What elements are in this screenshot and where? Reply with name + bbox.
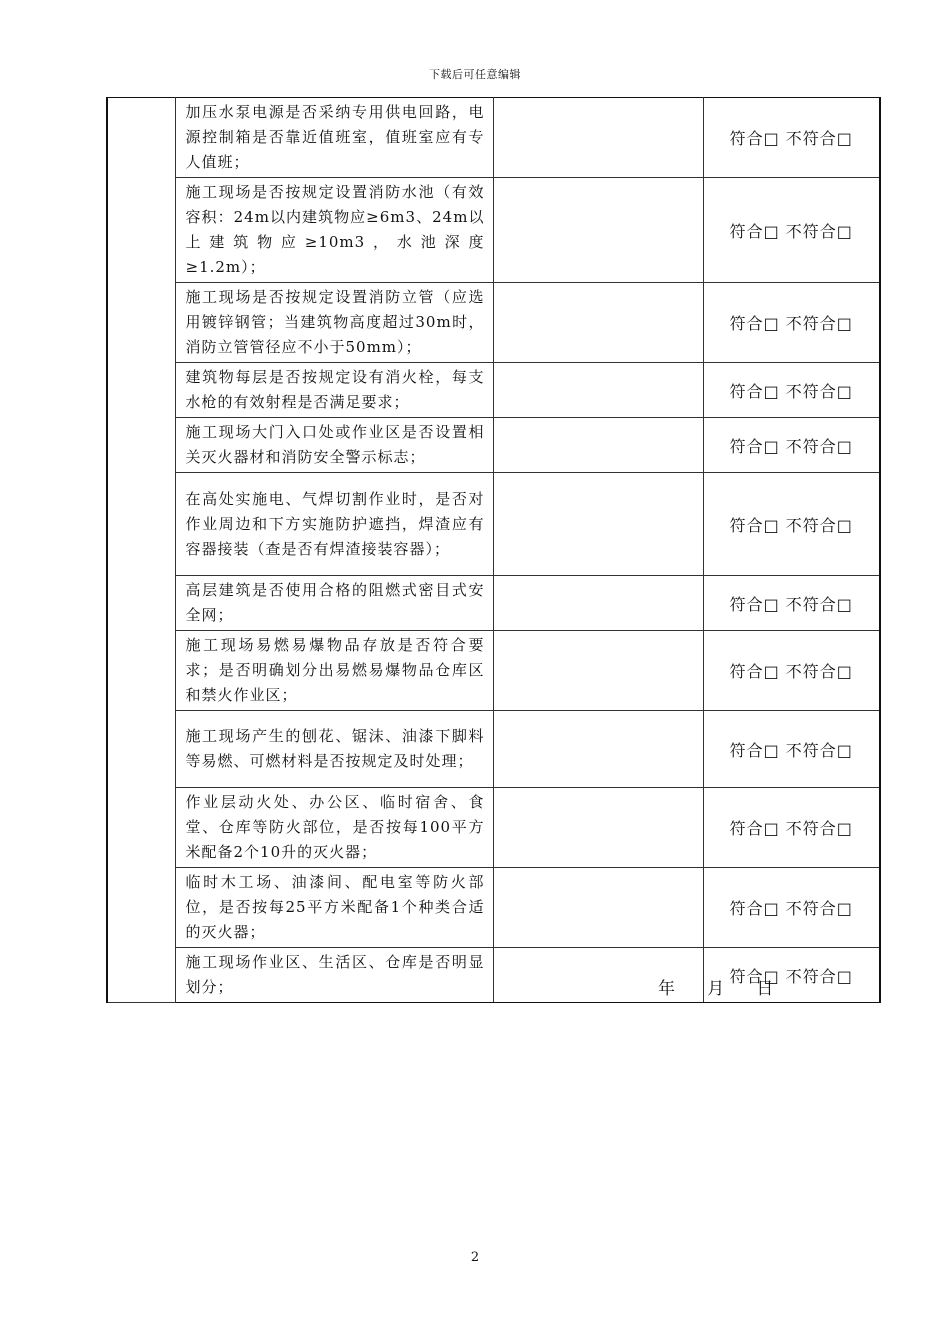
result-checkbox[interactable]: 符合□ 不符合□ <box>703 283 880 363</box>
table-row <box>107 283 880 363</box>
result-checkbox[interactable]: 符合□ 不符合□ <box>703 631 880 711</box>
check-item: 施工现场作业区、生活区、仓库是否明显划分； <box>175 948 493 1003</box>
result-checkbox[interactable]: 符合□ 不符合□ <box>703 868 880 948</box>
table-row <box>107 631 880 711</box>
result-checkbox[interactable]: 符合□ 不符合□ <box>703 788 880 868</box>
result-checkbox[interactable]: 符合□ 不符合□ <box>703 576 880 631</box>
table-row <box>107 868 880 948</box>
table-row <box>107 363 880 418</box>
remark-cell <box>493 283 703 363</box>
result-checkbox[interactable]: 符合□ 不符合□ <box>703 473 880 576</box>
check-item: 施工现场易燃易爆物品存放是否符合要求；是否明确划分出易燃易爆物品仓库区和禁火作业区； <box>175 631 493 711</box>
check-item: 高层建筑是否使用合格的阻燃式密目式安全网； <box>175 576 493 631</box>
category-cell <box>107 98 175 1003</box>
result-checkbox[interactable]: 符合□ 不符合□ <box>703 418 880 473</box>
page-number: 2 <box>470 1250 480 1265</box>
check-item: 作业层动火处、办公区、临时宿舍、食堂、仓库等防火部位，是否按每100平方米配备2个10升的灭火器； <box>175 788 493 868</box>
table-row <box>107 418 880 473</box>
date-line: 年 月 日 <box>658 979 775 999</box>
remark-cell <box>493 178 703 283</box>
remark-cell <box>493 711 703 788</box>
result-checkbox[interactable]: 符合□ 不符合□ <box>703 363 880 418</box>
result-checkbox[interactable]: 符合□ 不符合□ <box>703 98 880 178</box>
check-item: 施工现场大门入口处或作业区是否设置相关灭火器材和消防安全警示标志； <box>175 418 493 473</box>
table-row <box>107 98 880 178</box>
result-checkbox[interactable]: 符合□ 不符合□ <box>703 948 880 1003</box>
fire-safety-checklist-table <box>106 97 881 1003</box>
table-row <box>107 576 880 631</box>
check-item: 施工现场是否按规定设置消防水池（有效容积：24m以内建筑物应≥6m3、24m以上建筑物应≥10m3，水池深度≥1.2m）； <box>175 178 493 283</box>
table-row <box>107 711 880 788</box>
remark-cell <box>493 576 703 631</box>
check-item: 在高处实施电、气焊切割作业时，是否对作业周边和下方实施防护遮挡，焊渣应有容器接装（查是否有焊渣接装容器）； <box>175 473 493 576</box>
remark-cell <box>493 788 703 868</box>
check-item: 施工现场产生的刨花、锯沫、油漆下脚料等易燃、可燃材料是否按规定及时处理； <box>175 711 493 788</box>
check-item: 建筑物每层是否按规定设有消火栓，每支水枪的有效射程是否满足要求； <box>175 363 493 418</box>
remark-cell <box>493 418 703 473</box>
table-row <box>107 788 880 868</box>
table-row <box>107 178 880 283</box>
remark-cell <box>493 631 703 711</box>
header-note: 下载后可任意编辑 <box>429 68 521 81</box>
remark-cell <box>493 98 703 178</box>
table-row <box>107 473 880 576</box>
check-item: 临时木工场、油漆间、配电室等防火部位，是否按每25平方米配备1个种类合适的灭火器； <box>175 868 493 948</box>
remark-cell <box>493 473 703 576</box>
check-item: 加压水泵电源是否采纳专用供电回路，电源控制箱是否靠近值班室，值班室应有专人值班； <box>175 98 493 178</box>
result-checkbox[interactable]: 符合□ 不符合□ <box>703 711 880 788</box>
check-item: 施工现场是否按规定设置消防立管（应选用镀锌钢管；当建筑物高度超过30m时，消防立管管径应不小于50mm）； <box>175 283 493 363</box>
remark-cell <box>493 868 703 948</box>
result-checkbox[interactable]: 符合□ 不符合□ <box>703 178 880 283</box>
remark-cell <box>493 363 703 418</box>
